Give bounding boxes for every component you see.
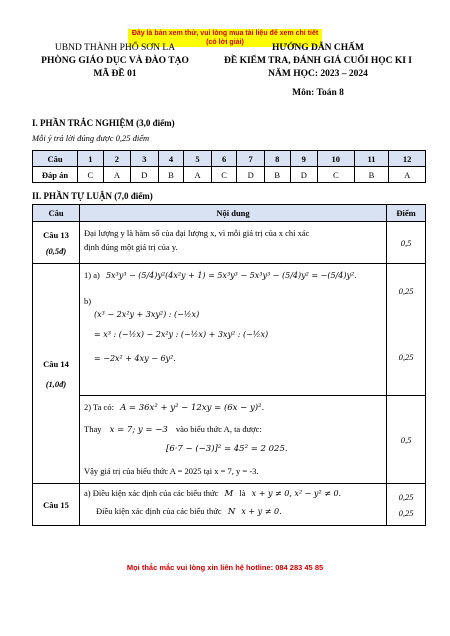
question-number: 8 (264, 151, 290, 167)
question-number: 5 (184, 151, 211, 167)
answer-cell: D (290, 167, 317, 183)
q15-line1-text: a) Điều kiện xác định của các biểu thức (84, 488, 219, 498)
answer-cell: A (184, 167, 211, 183)
q13-text-line1: Đại lượng y là hàm số của đại lượng x, vì mỗi giá trị của x chỉ xác (84, 228, 310, 238)
subject: Môn: Toán 8 (292, 88, 344, 98)
answer-cell: B (264, 167, 290, 183)
header-left (30, 42, 200, 81)
q13-weight: (0,5đ) (45, 245, 67, 256)
answer-cell: B (354, 167, 389, 183)
q14-part1-points (387, 264, 426, 396)
answer-table (32, 150, 426, 183)
question-number: 9 (290, 151, 317, 167)
q15-var-m: M (224, 489, 234, 499)
q14-1b-expr1: (x³ − 2x²y + 3xy²) : (−½x) (94, 310, 200, 319)
q14-2-line2 (84, 424, 382, 444)
essay-table-header (33, 205, 426, 222)
col-point: Điểm (387, 205, 426, 222)
question-number: 1 (78, 151, 104, 167)
exam-code: MÃ ĐỀ 01 (93, 69, 137, 79)
q15-cond-m: x + y ≠ 0, x² − y² ≠ 0. (251, 489, 342, 498)
q15-line1 (84, 488, 382, 506)
answer-table-header-dap-an: Đáp án (33, 167, 78, 183)
q14-2-sub-vals: x = 7; y = −3 (109, 425, 168, 435)
q14-weight: (1,0đ) (45, 378, 67, 389)
part2-title: II. PHẦN TỰ LUẬN (7,0 điểm) (32, 191, 153, 201)
q15-line2-text: Điều kiện xác định của các biểu thức (96, 506, 222, 516)
q14-1a-block (84, 270, 382, 296)
q14-2-sub-a: Thay (84, 424, 102, 434)
q14-part1-row (33, 264, 426, 396)
q13-point: 0,5 (387, 222, 426, 264)
question-number: 7 (237, 151, 264, 167)
q14-1a-expr: 5x³y³ − (5/4)y²(4x²y + 1) = 5x³y³ − 5x³y³ − (5/4)y² = −(5/4)y². (105, 271, 357, 280)
q15-points (387, 484, 426, 526)
answer-table-answer-row (33, 167, 426, 183)
q14-2-line1 (84, 402, 382, 424)
department-name: PHÒNG GIÁO DỤC VÀ ĐÀO TẠO (41, 56, 189, 66)
header-right (200, 42, 436, 100)
q14-2-conclusion: Vậy giá trị của biểu thức A = 2025 tại x = 7, y = -3. (84, 466, 259, 476)
q14-part1-content (80, 264, 387, 396)
answer-cell: B (158, 167, 184, 183)
answer-cell: A (103, 167, 130, 183)
answer-cell: C (78, 167, 104, 183)
q13-label-cell (33, 222, 80, 264)
q14-2-expr: A = 36x² + y² − 12xy = (6x − y)². (120, 403, 265, 413)
q13-label: Câu 13 (43, 229, 69, 240)
essay-table (32, 204, 426, 526)
col-content: Nội dung (80, 205, 387, 222)
q15-var-n: N (227, 507, 236, 517)
q15-cond-n: x + y ≠ 0. (241, 507, 282, 516)
exam-title: ĐỀ KIỂM TRA, ĐÁNH GIÁ CUỐI HỌC KI I (224, 56, 412, 66)
q14-part2-content (80, 396, 387, 484)
q13-text-line2: định đúng một giá trị của y. (84, 242, 178, 252)
q13-row (33, 222, 426, 264)
part1-note: Mỗi ý trả lời đúng được 0,25 điểm (32, 133, 150, 143)
school-year: NĂM HỌC: 2023 – 2024 (268, 69, 368, 79)
q14-1b-point: 0,25 (398, 352, 414, 362)
q15-line2 (96, 506, 382, 517)
q15-label: Câu 15 (33, 484, 80, 526)
q14-label: Câu 14 (43, 358, 69, 369)
q13-content (80, 222, 387, 264)
answer-cell: D (131, 167, 158, 183)
q15-point1: 0,25 (398, 491, 414, 502)
question-number: 3 (131, 151, 158, 167)
q15-content (80, 484, 387, 526)
hotline-footer: Mọi thắc mắc vui lòng xin liên hệ hotline: 084 283 45 85 (126, 563, 324, 572)
q15-line1-la: là (239, 488, 246, 498)
q15-point2: 0,25 (398, 507, 414, 518)
q14-1a-label: 1) a) (84, 270, 100, 280)
q15-row (33, 484, 426, 526)
q14-2-calc: [6·7 − (−3)]² = 45² = 2 025. (166, 444, 288, 454)
answer-cell: D (237, 167, 264, 183)
doc-title: HƯỚNG DẪN CHẤM (272, 43, 364, 53)
q14-label-cell (33, 264, 80, 484)
q14-part2-row (33, 396, 426, 484)
answer-cell: C (211, 167, 237, 183)
part1-title: I. PHẦN TRẮC NGHIỆM (3,0 điểm) (32, 118, 175, 128)
q14-2-point: 0,5 (387, 396, 426, 484)
question-number: 4 (158, 151, 184, 167)
question-number: 11 (354, 151, 389, 167)
question-number: 12 (389, 151, 426, 167)
question-number: 6 (211, 151, 237, 167)
q14-1b-expr2: = x³ : (−½x) − 2x²y : (−½x) + 3xy² : (−½x) (94, 330, 269, 339)
authority-name: UBND THÀNH PHỐ SƠN LA (54, 43, 176, 53)
q14-1a-point: 0,25 (398, 286, 414, 296)
question-number: 10 (318, 151, 355, 167)
q14-1b-label: b) (84, 296, 92, 306)
question-number: 2 (103, 151, 130, 167)
q14-2-intro: 2) Ta có: (84, 402, 114, 412)
q14-1b-expr3: = −2x² + 4xy − 6y². (94, 354, 176, 363)
preview-banner: Đây là bản xem thử, vui lòng mua tài liệu để xem chi tiết (có lời giải) (128, 29, 322, 47)
answer-table-question-row (33, 151, 426, 167)
answer-table-header-cau: Câu (33, 151, 78, 167)
q14-2-sub-b: vào biểu thức A, ta được: (175, 424, 262, 434)
answer-cell: C (318, 167, 355, 183)
answer-cell: A (389, 167, 426, 183)
col-cau: Câu (33, 205, 80, 222)
